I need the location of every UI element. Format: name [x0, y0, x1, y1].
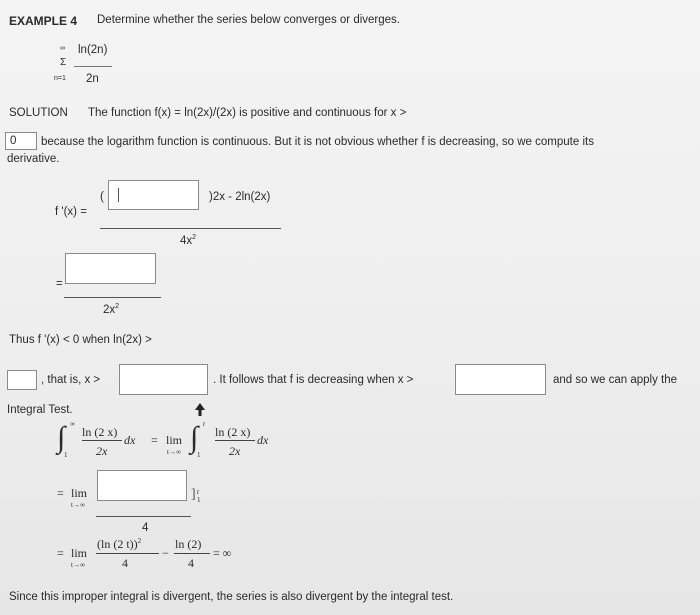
integrand-dx: dx — [124, 433, 136, 447]
step3-fraction-bar2 — [174, 553, 210, 554]
antiderivative-input[interactable] — [97, 470, 187, 501]
step3-num1-base: (ln (2 t)) — [97, 537, 138, 551]
solution-text: The function f(x) = ln(2x)/(2x) is positive and continuous for x > — [88, 107, 407, 119]
simplified-fraction-bar — [64, 297, 161, 298]
eval-lower: 1 — [197, 496, 201, 504]
step3-denominator1: 4 — [122, 556, 128, 570]
integral-upper-limit: ∞ — [70, 420, 75, 428]
sigma-symbol: Σ — [60, 57, 67, 68]
derivative-eq2: = — [56, 278, 63, 290]
step3-minus: − — [162, 546, 169, 560]
integral-test-text: Integral Test. — [7, 404, 73, 416]
step2-eq: = — [57, 486, 64, 500]
integrand-numerator: ln (2 x) — [82, 425, 118, 439]
series-numerator: ln(2n) — [78, 44, 108, 56]
step3-denominator2: 4 — [188, 556, 194, 570]
that-is-text: , that is, x > — [41, 374, 101, 386]
apply-text: and so we can apply the — [553, 374, 678, 386]
derivative-den-exp: 2 — [192, 234, 197, 241]
step3-numerator1 — [97, 537, 141, 552]
integral-lower-limit2: 1 — [197, 451, 201, 459]
decreasing-threshold-input[interactable] — [455, 364, 546, 395]
positivity-answer-box[interactable] — [5, 132, 37, 150]
step3-numerator2: ln (2) — [175, 537, 202, 551]
simplified-den-base: 2x — [103, 303, 116, 316]
step3-lim-sub: t→∞ — [71, 561, 85, 569]
x-threshold-input[interactable] — [119, 364, 208, 395]
solution-continuation: because the logarithm function is continuous. But it is not obvious whether f is decreasing, so we compute its — [41, 136, 594, 148]
integrand2-dx: dx — [257, 433, 269, 447]
integral-lim: lim — [166, 433, 183, 447]
derivative-open-paren: ( — [100, 191, 104, 203]
thus-text: Thus f '(x) < 0 when ln(2x) > — [9, 334, 152, 346]
text-caret — [118, 188, 119, 202]
positivity-answer-value: 0 — [10, 135, 17, 147]
example-prompt: Determine whether the series below converges or diverges. — [97, 14, 400, 26]
derivative-lhs: f '(x) = — [55, 206, 87, 218]
follows-text: . It follows that f is decreasing when x > — [213, 374, 414, 386]
eval-upper: t — [197, 488, 199, 496]
step3-result: = ∞ — [213, 546, 232, 560]
integral-lim-sub: t→∞ — [167, 448, 181, 456]
solution-continuation2: derivative. — [7, 153, 60, 165]
simplified-numerator-input[interactable] — [65, 253, 156, 284]
step3-num1-exp: 2 — [137, 537, 142, 545]
series-denominator: 2n — [86, 73, 99, 85]
solution-label: SOLUTION — [9, 107, 68, 119]
integral-lower-limit: 1 — [64, 451, 68, 459]
derivative-den-base: 4x — [180, 234, 193, 247]
step3-lim: lim — [71, 546, 88, 560]
integral-sign-right: ∫ — [190, 421, 199, 454]
integral-eq: = — [151, 433, 158, 447]
integrand-fraction-bar — [82, 440, 122, 441]
derivative-numerator-tail: )2x - 2ln(2x) — [209, 191, 271, 203]
integrand2-fraction-bar — [215, 440, 255, 441]
simplified-den-exp: 2 — [115, 303, 120, 310]
step3-fraction-bar1 — [96, 553, 159, 554]
integrand2-denominator: 2x — [229, 444, 241, 458]
ln-threshold-input[interactable] — [7, 370, 37, 390]
derivative-numerator-input[interactable] — [108, 180, 199, 210]
integral-sign-left: ∫ — [57, 421, 66, 454]
derivative-denominator — [180, 234, 196, 247]
example-label: EXAMPLE 4 — [9, 14, 78, 28]
step2-fraction-bar — [96, 516, 191, 517]
sum-lower-limit: n=1 — [54, 75, 66, 82]
eval-bar: ] — [191, 487, 196, 502]
integrand-denominator: 2x — [96, 444, 108, 458]
step2-lim: lim — [71, 486, 88, 500]
mouse-pointer-icon — [195, 403, 205, 417]
step3-eq: = — [57, 546, 64, 560]
conclusion-text: Since this improper integral is divergent, the series is also divergent by the integral test. — [9, 591, 454, 603]
step2-lim-sub: t→∞ — [71, 501, 85, 509]
derivative-fraction-bar — [100, 228, 281, 229]
sum-upper-limit: ∞ — [60, 45, 65, 52]
integrand2-numerator: ln (2 x) — [215, 425, 251, 439]
step2-denominator: 4 — [142, 522, 149, 534]
integral-upper-t: t — [203, 420, 205, 428]
simplified-denominator — [103, 303, 119, 316]
series-fraction-bar — [74, 66, 112, 67]
